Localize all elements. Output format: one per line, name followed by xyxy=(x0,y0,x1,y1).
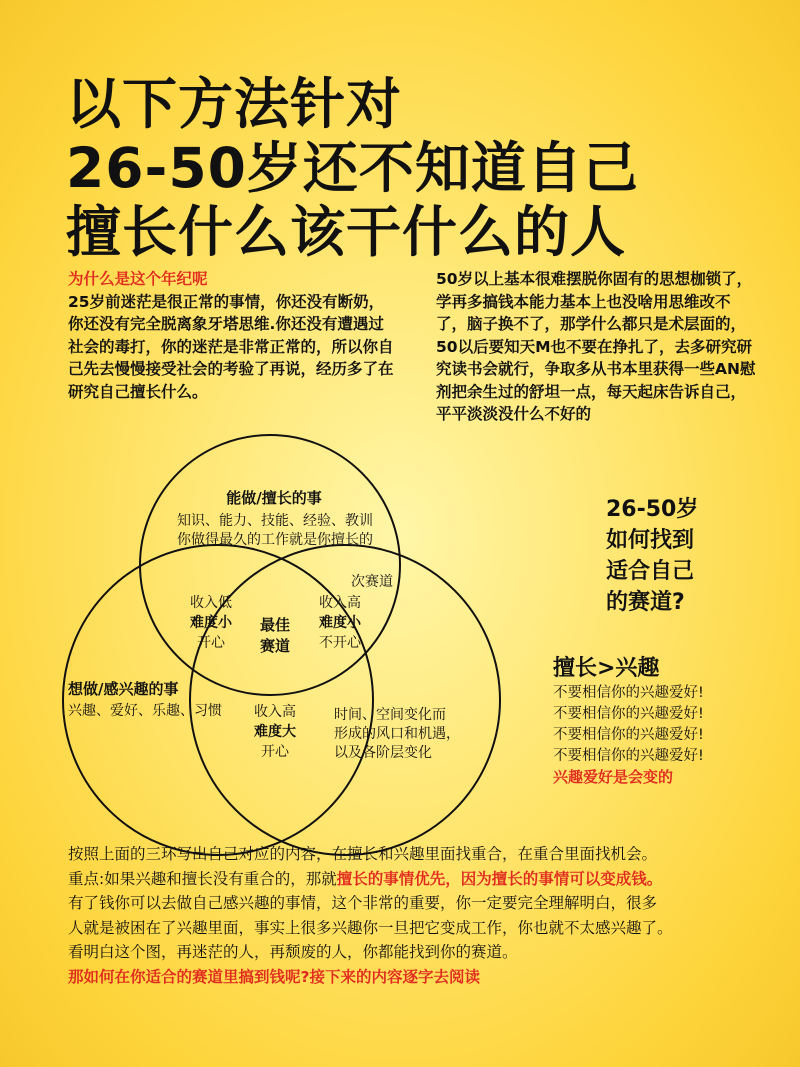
overlap-bottom-mood: 开心 xyxy=(261,744,289,760)
overlap-tl-mood: 开心 xyxy=(197,635,225,651)
right-intro-section xyxy=(436,268,756,426)
overlap-tl-difficulty: 难度小 xyxy=(190,615,232,631)
warning-item: 不要相信你的兴趣爱好! xyxy=(553,748,704,764)
bottom-line-4: 人就是被困在了兴趣里面，事实上很多兴趣你一旦把它变成工作，你也就不太感兴趣了。 xyxy=(68,918,673,937)
right-desc-line-1: 时间、空间变化而 xyxy=(334,707,446,723)
side-conclusion: 兴趣爱好是会变的 xyxy=(553,768,674,786)
venn-top-desc-2: 你做得最久的工作就是你擅长的 xyxy=(177,532,373,548)
right-desc-line-3: 以及各阶层变化 xyxy=(334,745,432,761)
side-heading: 擅长>兴趣 xyxy=(553,656,660,681)
bottom-line-3: 有了钱你可以去做自己感兴趣的事情，这个非常的重要，你一定要完全理解明白，很多 xyxy=(68,894,658,912)
bottom-line-2-prefix: 重点:如果兴趣和擅长没有重合的，那就 xyxy=(68,869,337,888)
left-intro-heading: 为什么是这个年纪呢 xyxy=(68,270,208,288)
title-line-3: 擅长什么该干什么的人 xyxy=(66,200,627,264)
overlap-bottom-difficulty: 难度大 xyxy=(254,724,296,740)
left-intro-text: 25岁前迷茫是很正常的事情，你还没有断奶，你还没有完全脱离象牙塔思维.你还没有遭遇过社会的毒打，你的迷茫是非常正常的，所以你自己先去慢慢接受社会的考验了再说，经历多了在研究自己擅长什么。 xyxy=(68,292,394,401)
title-line-2: 26-50岁还不知道自己 xyxy=(66,136,639,200)
overlap-tl-income: 收入低 xyxy=(190,595,232,611)
warning-item: 不要相信你的兴趣爱好! xyxy=(553,685,704,701)
overlap-tr-income: 收入高 xyxy=(319,595,361,611)
overlap-tr-mood: 不开心 xyxy=(319,635,361,651)
venn-top-title: 能做/擅长的事 xyxy=(226,489,322,507)
venn-right-desc xyxy=(334,706,460,763)
bottom-line-2 xyxy=(68,867,768,892)
circle-opportunities xyxy=(190,545,500,855)
page-title xyxy=(66,72,639,264)
title-line-1: 以下方法针对 xyxy=(66,72,403,136)
bottom-line-1: 按照上面的三环写出自己对应的内容，在擅长和兴趣里面找重合，在重合里面找机会。 xyxy=(68,845,658,863)
bottom-section xyxy=(68,842,768,989)
left-intro-section xyxy=(68,268,398,403)
side-warning-list xyxy=(553,683,704,788)
side-question-line-1: 26-50岁 xyxy=(606,497,699,522)
venn-overlap-top-right xyxy=(305,593,375,653)
venn-top-desc-1: 知识、能力、技能、经验、教训 xyxy=(177,513,373,529)
bottom-line-6: 那如何在你适合的赛道里搞到钱呢?接下来的内容逐字去阅读 xyxy=(68,967,480,986)
side-question-line-2: 如何找到 xyxy=(606,528,695,553)
venn-overlap-top-left xyxy=(176,593,246,653)
venn-left-desc: 兴趣、爱好、乐趣、习惯 xyxy=(68,703,222,719)
venn-overlap-bottom xyxy=(240,702,310,762)
right-intro-text: 50岁以上基本很难摆脱你固有的思想枷锁了，学再多搞钱本能力基本上也没啥用思维改不了，脑子换不了，那学什么都只是术层面的，50以后要知天M也不要在挣扎了，去多研究研究读书会就行，争取多从书本里获得一些AN慰剂把余生过的舒坦一点，每天起床告诉自己，平平淡淡没什么不好的 xyxy=(436,270,756,423)
venn-center-best-track xyxy=(245,615,305,657)
side-question xyxy=(606,494,698,618)
center-line-1: 最佳 xyxy=(259,616,290,634)
overlap-bottom-income: 收入高 xyxy=(254,704,296,720)
overlap-tr-difficulty: 难度小 xyxy=(319,615,361,631)
warning-item: 不要相信你的兴趣爱好! xyxy=(553,706,704,722)
bottom-line-5: 看明白这个图，再迷茫的人，再颓废的人，你都能找到你的赛道。 xyxy=(68,943,518,961)
venn-secondary-track: 次赛道 xyxy=(351,574,393,590)
right-desc-line-2: 形成的风口和机遇， xyxy=(334,726,460,742)
center-line-2: 赛道 xyxy=(259,637,290,655)
side-question-line-4: 的赛道? xyxy=(606,590,685,615)
bottom-line-2-highlight: 擅长的事情优先，因为擅长的事情可以变成钱。 xyxy=(336,869,663,888)
circle-interests xyxy=(63,545,373,855)
side-question-line-3: 适合自己 xyxy=(606,559,695,584)
warning-item: 不要相信你的兴趣爱好! xyxy=(553,727,704,743)
venn-left-title: 想做/感兴趣的事 xyxy=(68,680,179,698)
